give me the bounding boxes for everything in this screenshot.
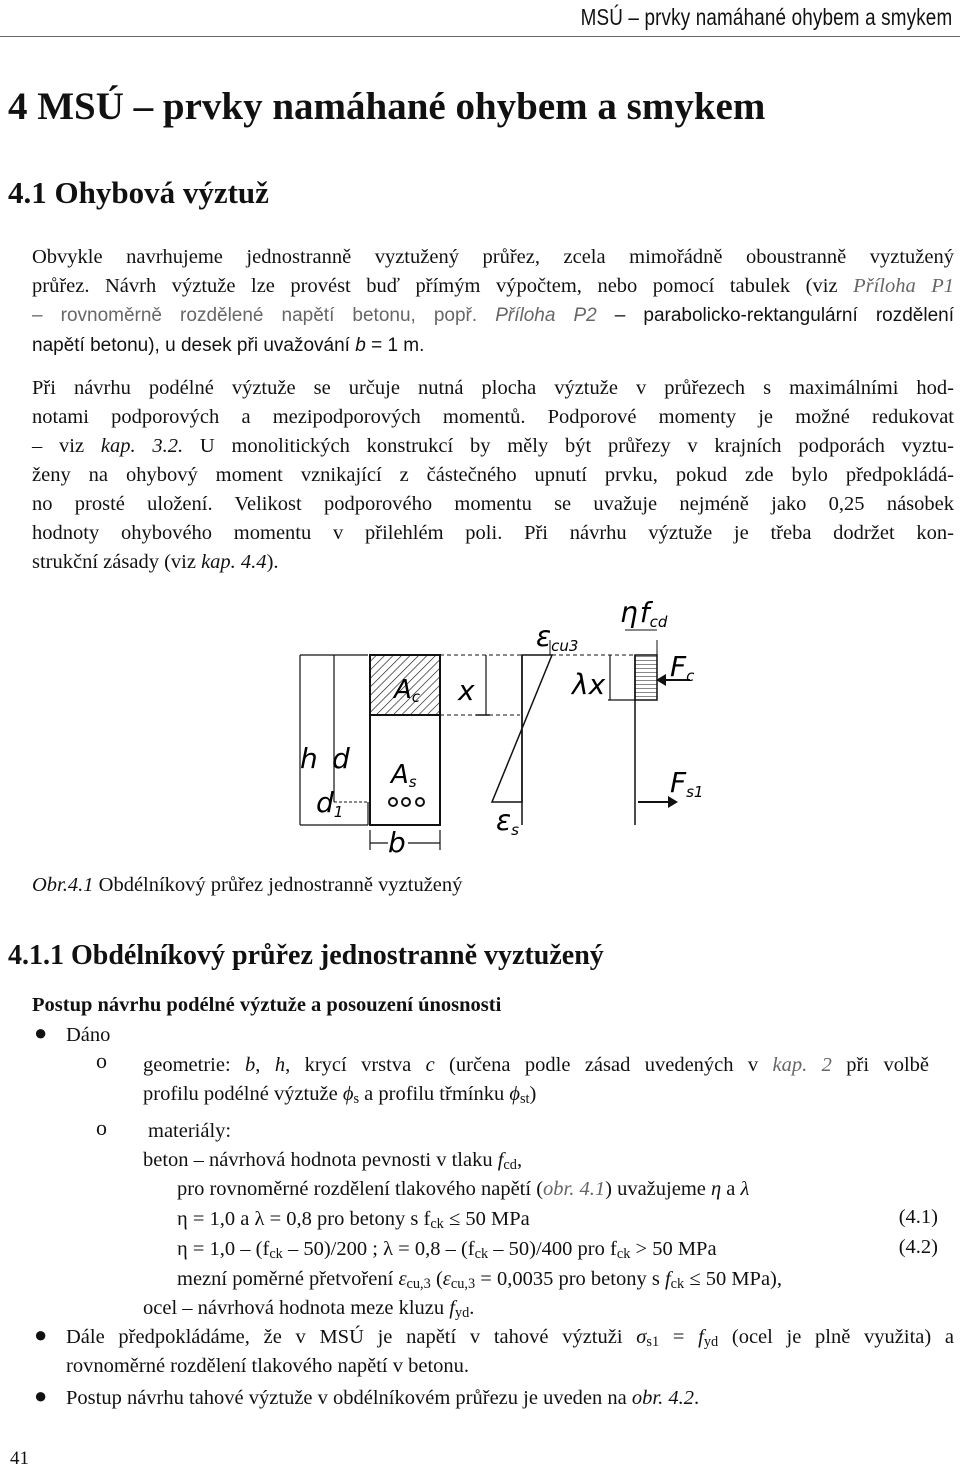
- p2-line-1: Při návrhu podélné výztuže se určuje nutná plocha výztuže v průřezech s maximálními hod-: [32, 377, 954, 399]
- label-es: εs: [496, 804, 519, 839]
- distribution-line: pro rovnoměrné rozdělení tlakového napětí (obr. 4.1) uvažujeme η a λ: [177, 1178, 750, 1200]
- section-title: 4.1 Ohybová výztuž: [8, 175, 269, 210]
- chapter-title: 4 MSÚ – prvky namáhané ohybem a smykem: [8, 85, 766, 128]
- label-As: As: [391, 760, 417, 791]
- header-rule: [0, 36, 960, 37]
- label-h: h: [300, 742, 318, 775]
- cross-section-figure: [290, 580, 710, 865]
- figure-caption: Obr.4.1 Obdélníkový průřez jednostranně vyztužený: [32, 874, 463, 896]
- equation-4-1-number: (4.1): [898, 1206, 938, 1228]
- p1-line-1: Obvykle navrhujeme jednostranně vyztužený průřez, zcela mimořádně oboustranně vyztužený: [32, 246, 954, 268]
- procedure-reference-line: Postup návrhu tahové výztuže v obdélníkovém průřezu je uveden na obr. 4.2.: [66, 1387, 700, 1409]
- sub-bullet-o: o: [96, 1115, 107, 1140]
- assumption-line-2: rovnoměrné rozdělení tlakového napětí v betonu.: [66, 1355, 470, 1377]
- p1-line-3: – rovnoměrně rozdělené napětí betonu, popř. Příloha P2 – parabolicko-rektangulární rozdělení: [32, 305, 954, 326]
- strain-diagram: [492, 655, 552, 802]
- subsection-title: 4.1.1 Obdélníkový průřez jednostranně vyztužený: [8, 940, 604, 971]
- label-x: x: [458, 674, 475, 707]
- label-d: d: [332, 742, 350, 775]
- page-number: 41: [10, 1448, 29, 1469]
- concrete-line: beton – návrhová hodnota pevnosti v tlaku $f_{cd}$,: [143, 1149, 523, 1173]
- assumption-line-1: Dále předpokládáme, že v MSÚ je napětí v tahové výztuži $\sigma_{s1} = f_{yd}$ (ocel je plně využita) a: [66, 1326, 955, 1350]
- bullet-dot: ●: [34, 1383, 48, 1408]
- equation-4-2: $\eta = 1,0 - (f_{ck} - 50)/200$ ; $\lambda = 0,8 - (f_{ck} - 50)/400$ pro $f_{ck} > 50$ MPa: [177, 1238, 717, 1262]
- equation-4-2-number: (4.2): [898, 1236, 938, 1258]
- p2-line-4: ženy na ohybový moment vznikající z částečného upnutí prvku, pokud zde bylo předpokládá-: [32, 464, 954, 486]
- label-Fc: Fc: [670, 650, 695, 685]
- rebar-2: [402, 798, 410, 806]
- p2-line-6: hodnoty ohybového momentu v přilehlém poli. Při návrhu výztuže je třeba dodržet kon-: [32, 522, 954, 544]
- p1-line-4: napětí betonu), u desek při uvažování b = 1 m.: [32, 335, 425, 356]
- label-ecu3: εcu3: [536, 620, 579, 655]
- label-d1: d1: [316, 786, 344, 821]
- given-label: Dáno: [66, 1024, 111, 1046]
- label-eta-fcd: ηfcd: [620, 596, 668, 631]
- geometry-line-1: geometrie: b, h, krycí vrstva c (určena podle zásad uvedených v kap. 2 při volbě: [143, 1054, 929, 1076]
- p2-line-2: notami podporových a mezipodporových momentů. Podporové momenty je možné redukovat: [32, 406, 954, 428]
- geometry-line-2: profilu podélné výztuže $\phi_s$ a profilu třmínku $\phi_{st}$): [143, 1083, 537, 1107]
- rebar-3: [416, 798, 424, 806]
- equation-4-1: η = 1,0 a λ = 0,8 pro betony s $f_{ck} \le 50$ MPa: [177, 1208, 530, 1232]
- bullet-dot: ●: [34, 1020, 48, 1045]
- p2-line-5: no prosté uložení. Velikost podporového momentu se uvažuje nejméně jako 0,25 násobek: [32, 493, 954, 515]
- procedure-heading: Postup návrhu podélné výztuže a posouzení únosnosti: [32, 994, 502, 1016]
- p1-line-2: průřez. Návrh výztuže lze provést buď přímým výpočtem, nebo pomocí tabulek (viz Příloha P1: [32, 275, 954, 297]
- materials-label: materiály:: [148, 1120, 232, 1142]
- p2-line-7: strukční zásady (viz kap. 4.4).: [32, 551, 279, 573]
- label-Fs1: Fs1: [670, 766, 704, 801]
- bullet-dot: ●: [34, 1322, 48, 1347]
- label-b: b: [388, 826, 406, 859]
- sub-bullet-o: o: [96, 1048, 107, 1073]
- running-head: MSÚ – prvky namáhané ohybem a smykem: [580, 4, 952, 30]
- rebar-1: [389, 798, 397, 806]
- ultimate-strain-line: mezní poměrné přetvoření $\varepsilon_{cu,3}$ ($\varepsilon_{cu,3} = 0,0035$ pro betony s $f_{ck} \le 50$ MPa),: [177, 1268, 782, 1292]
- p2-line-3: – viz kap. 3.2. U monolitických konstrukcí by měly být průřezy v krajních podporách vyztu-: [32, 435, 954, 457]
- stress-block: [635, 655, 657, 700]
- label-Ac: Ac: [394, 675, 421, 706]
- label-lambda-x: λx: [572, 668, 606, 701]
- steel-line: ocel – návrhová hodnota meze kluzu $f_{yd}$.: [143, 1297, 475, 1321]
